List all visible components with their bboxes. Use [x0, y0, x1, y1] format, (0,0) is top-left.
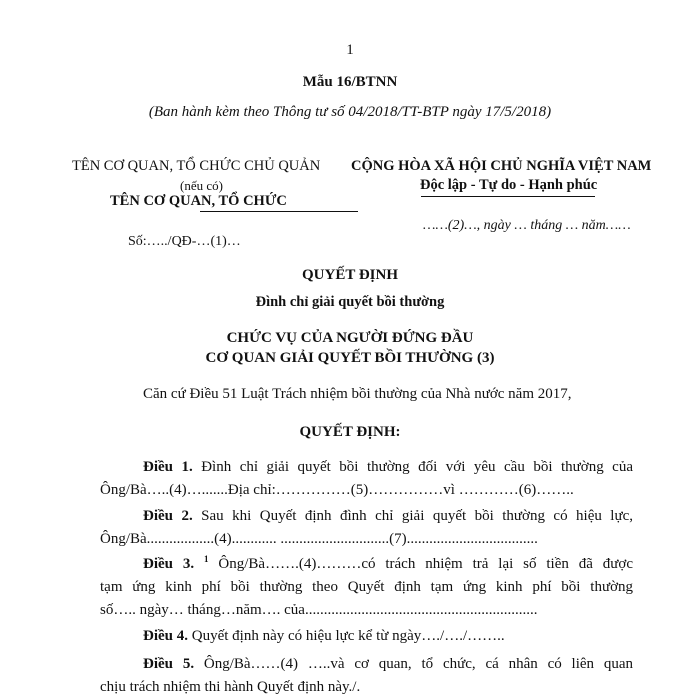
authority-line-1: CHỨC VỤ CỦA NGƯỜI ĐỨNG ĐẦU: [226, 330, 474, 346]
article-text: Quyết định này có hiệu lực kể từ ngày…./…./……..: [188, 628, 505, 644]
article-2: [100, 505, 633, 551]
article-3-line-2: tạm ứng kinh phí bồi thường theo Quyết định tạm ứng kinh phí bồi thường: [100, 579, 633, 595]
article-2-line-2: Ông/Bà..................(4)............ .............................(7)...................................: [100, 531, 538, 547]
article-1: [100, 456, 633, 502]
article-label: Điều 3.: [143, 556, 195, 572]
article-4: [100, 625, 633, 648]
article-label: Điều 1.: [143, 459, 193, 475]
page-number: 1: [346, 42, 354, 58]
agency-underline: [200, 211, 358, 212]
article-text: Ông/Bà……(4) …..và cơ quan, tổ chức, cá nhân có liên quan: [194, 656, 634, 672]
legal-basis: Căn cứ Điều 51 Luật Trách nhiệm bồi thường của Nhà nước năm 2017,: [143, 386, 572, 402]
article-text: Đình chỉ giải quyết bồi thường đối với yêu cầu bồi thường của: [192, 459, 633, 475]
agency-name: TÊN CƠ QUAN, TỔ CHỨC: [110, 193, 287, 209]
article-label: Điều 5.: [143, 656, 195, 672]
article-1-line-2: Ông/Bà…..(4)….......Địa chỉ:……………(5)……………vì …………(6)……..: [100, 482, 574, 498]
article-label: Điều 4.: [143, 628, 188, 644]
issued-with-note: (Ban hành kèm theo Thông tư số 04/2018/TT-BTP ngày 17/5/2018): [148, 104, 552, 120]
article-5: [100, 653, 633, 699]
national-motto: Độc lập - Tự do - Hạnh phúc: [420, 177, 598, 193]
national-title: CỘNG HÒA XÃ HỘI CHỦ NGHĨA VIỆT NAM: [351, 158, 652, 174]
document-subject: Đình chỉ giải quyết bồi thường: [255, 294, 445, 310]
article-1-line-1: [100, 456, 633, 479]
article-2-line-1: [100, 505, 633, 528]
article-4-line-1: [100, 625, 633, 648]
parent-agency-name: TÊN CƠ QUAN, TỔ CHỨC CHỦ QUẢN: [72, 158, 321, 174]
if-any-note: (nếu có): [180, 178, 223, 193]
article-5-line-1: [100, 653, 633, 676]
form-code: Mẫu 16/BTNN: [302, 74, 398, 90]
article-text: Sau khi Quyết định đình chỉ giải quyết bồi thường có hiệu lực,: [192, 508, 634, 524]
article-3-line-1: [100, 553, 633, 576]
document-type: QUYẾT ĐỊNH: [302, 267, 398, 283]
footnote-marker: 1: [204, 554, 209, 564]
document-number: Số:…../QĐ-…(1)…: [128, 234, 241, 249]
authority-line-2: CƠ QUAN GIẢI QUYẾT BỒI THƯỜNG (3): [205, 350, 495, 366]
motto-underline: [421, 196, 595, 197]
place-date: ……(2)…, ngày … tháng … năm……: [423, 218, 631, 233]
article-text: Ông/Bà…….(4)………có trách nhiệm trả lại số tiền đã được: [208, 556, 634, 572]
article-3: [100, 553, 633, 622]
decides-heading: QUYẾT ĐỊNH:: [299, 424, 401, 440]
article-5-line-2: chịu trách nhiệm thi hành Quyết định này./.: [100, 679, 361, 695]
article-label: Điều 2.: [143, 508, 193, 524]
article-3-line-3: số….. ngày… tháng…năm…. của..............................................................: [100, 602, 538, 618]
